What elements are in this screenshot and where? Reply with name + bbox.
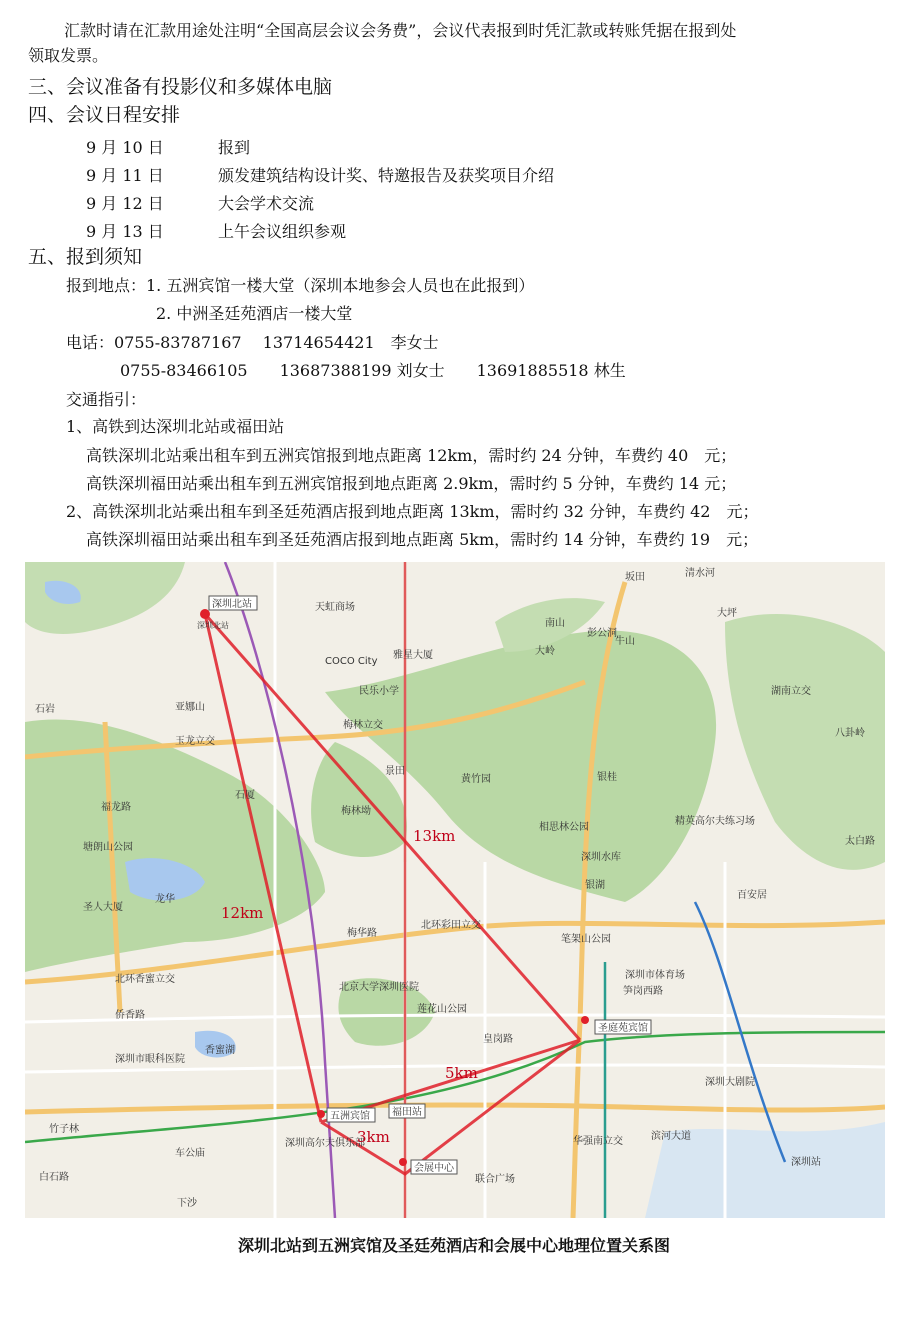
label-niushan: 牛山 (615, 636, 635, 647)
label-renmin: 深圳大剧院 (705, 1077, 755, 1088)
distance-5km: 5km (445, 1064, 478, 1082)
label-shixia: 石厦 (235, 790, 255, 801)
label-shenzhen-station: 深圳站 (791, 1157, 821, 1168)
label-bijiashan: 笔架山公园 (561, 934, 611, 945)
map-svg (25, 562, 885, 1218)
label-lianhua: 莲花山公园 (417, 1004, 467, 1015)
label-baihua: 百安居 (737, 890, 767, 901)
label-nanshan: 南山 (545, 618, 565, 629)
location-map (25, 562, 885, 1218)
label-fair: 联合广场 (475, 1174, 515, 1185)
location-line-2: 2. 中洲圣廷苑酒店一楼大堂 (156, 304, 353, 323)
label-convention: 会展中心 (414, 1163, 454, 1174)
distance-13km: 13km (413, 827, 456, 845)
schedule-event: 上午会议组织参观 (218, 222, 347, 241)
schedule-event: 颁发建筑结构设计奖、特邀报告及获奖项目介绍 (218, 166, 555, 185)
schedule-date: 9 月 12 日 (86, 194, 164, 213)
label-yulong: 玉龙立交 (175, 736, 215, 747)
label-yaguang: 雅星大厦 (393, 650, 433, 661)
label-xiangsi: 相思林公园 (539, 822, 589, 833)
label-fulong: 福龙路 (101, 802, 131, 813)
label-xiaomeisha: 大坪 (717, 608, 737, 619)
label-shiyan: 石岩 (35, 704, 55, 715)
phone-line-1: 电话：0755-83787167 13714654421 李女士 (66, 333, 439, 352)
section-5-title: 五、报到须知 (28, 246, 143, 268)
traffic-2-a: 2、高铁深圳北站乘出租车到圣廷苑酒店报到地点距离 13km，需时约 32 分钟，车费约 42 元； (66, 502, 759, 521)
schedule-date: 9 月 13 日 (86, 222, 164, 241)
label-yinhu: 银湖 (585, 880, 605, 891)
label-zhuyuan: 梅林坳 (341, 806, 371, 817)
label-zhuzilin: 竹子林 (49, 1124, 79, 1135)
label-shuiku: 深圳水库 (581, 852, 621, 863)
label-qiaoxiang: 侨香路 (115, 1010, 145, 1021)
label-coco: COCO City (325, 656, 378, 667)
label-huanggang: 皇岗路 (483, 1034, 513, 1045)
label-tianhong: 天虹商场 (315, 602, 355, 613)
schedule-date: 9 月 11 日 (86, 166, 164, 185)
traffic-2-b: 高铁深圳福田站乘出租车到圣廷苑酒店报到地点距离 5km，需时约 14 分钟，车费约 19 元； (86, 530, 759, 549)
traffic-1-title: 1、高铁到达深圳北站或福田站 (66, 417, 285, 436)
label-hebao: 圣人大厦 (83, 902, 123, 913)
schedule-event: 报到 (218, 138, 251, 157)
label-wuzhou: 五洲宾馆 (330, 1111, 370, 1122)
label-golf: 深圳高尔夫俱乐部 (285, 1138, 365, 1149)
traffic-title: 交通指引： (66, 390, 147, 409)
label-meilin: 梅林立交 (343, 720, 383, 731)
label-bagua: 八卦岭 (835, 728, 865, 739)
label-qingshui: 清水河 (685, 568, 715, 579)
label-hospital: 深圳市眼科医院 (115, 1054, 185, 1065)
label-beihuan-caitian: 北环彩田立交 (421, 920, 481, 931)
label-jingtian: 景田 (385, 766, 405, 777)
label-taibai: 太白路 (845, 836, 875, 847)
traffic-1-b: 高铁深圳福田站乘出租车到五洲宾馆报到地点距离 2.9km，需时约 5 分钟，车费约 14 元； (86, 474, 737, 493)
label-meihua: 梅华路 (347, 928, 377, 939)
label-shenzhen-north-small: 深圳北站 (197, 621, 229, 630)
label-minzhi: 民乐小学 (359, 686, 399, 697)
marker-icon (317, 1110, 325, 1118)
map-caption: 深圳北站到五洲宾馆及圣廷苑酒店和会展中心地理位置关系图 (237, 1236, 670, 1255)
marker-icon (581, 1016, 589, 1024)
label-baishi: 白石路 (39, 1172, 69, 1183)
label-huaqiang: 华强南立交 (573, 1136, 623, 1147)
label-xiangmi: 北环香蜜立交 (115, 974, 175, 985)
label-xiangmihu: 香蜜湖 (205, 1045, 235, 1056)
label-shengtingyuan: 圣庭苑宾馆 (598, 1023, 648, 1034)
section-3-title: 三、会议准备有投影仪和多媒体电脑 (28, 76, 333, 98)
location-line-1: 报到地点：1. 五洲宾馆一楼大堂（深圳本地参会人员也在此报到） (66, 276, 535, 295)
label-bantian: 坂田 (625, 572, 645, 583)
label-huangyuan: 黄竹园 (461, 774, 491, 785)
label-longhua: 龙华 (155, 894, 175, 905)
schedule-event: 大会学术交流 (218, 194, 315, 213)
distance-3km: 3km (357, 1128, 390, 1146)
label-daling: 大岭 (535, 646, 555, 657)
label-binhe: 滨河大道 (651, 1131, 691, 1142)
label-xiasha: 下沙 (177, 1198, 197, 1209)
label-sports: 深圳市体育场 (625, 970, 685, 981)
label-futian: 福田站 (392, 1107, 422, 1118)
label-yingui: 银桂 (597, 772, 617, 783)
intro-line-1: 汇款时请在汇款用途处注明“全国高层会议会务费”，会议代表报到时凭汇款或转账凭据在报到处 (64, 21, 737, 40)
phone-line-2: 0755-83466105 13687388199 刘女士 13691885518 林生 (120, 361, 626, 380)
label-yaodu: 亚娜山 (175, 702, 205, 713)
label-sungang: 笋岗西路 (623, 986, 663, 997)
schedule-date: 9 月 10 日 (86, 138, 164, 157)
label-jinxiu: 精英高尔夫练习场 (675, 816, 755, 827)
label-shenzhen-north: 深圳北站 (212, 599, 252, 610)
intro-line-2: 领取发票。 (28, 46, 109, 65)
label-peking: 北京大学深圳医院 (339, 982, 419, 993)
distance-12km: 12km (221, 904, 264, 922)
label-chegongmiao: 车公庙 (175, 1148, 205, 1159)
label-hunan: 湖南立交 (771, 686, 811, 697)
section-4-title: 四、会议日程安排 (28, 104, 181, 126)
label-pengchang: 彭公洞 (587, 628, 617, 639)
marker-icon (399, 1158, 407, 1166)
label-dalang: 塘朗山公园 (83, 842, 133, 853)
traffic-1-a: 高铁深圳北站乘出租车到五洲宾馆报到地点距离 12km，需时约 24 分钟，车费约 40 元； (86, 446, 737, 465)
